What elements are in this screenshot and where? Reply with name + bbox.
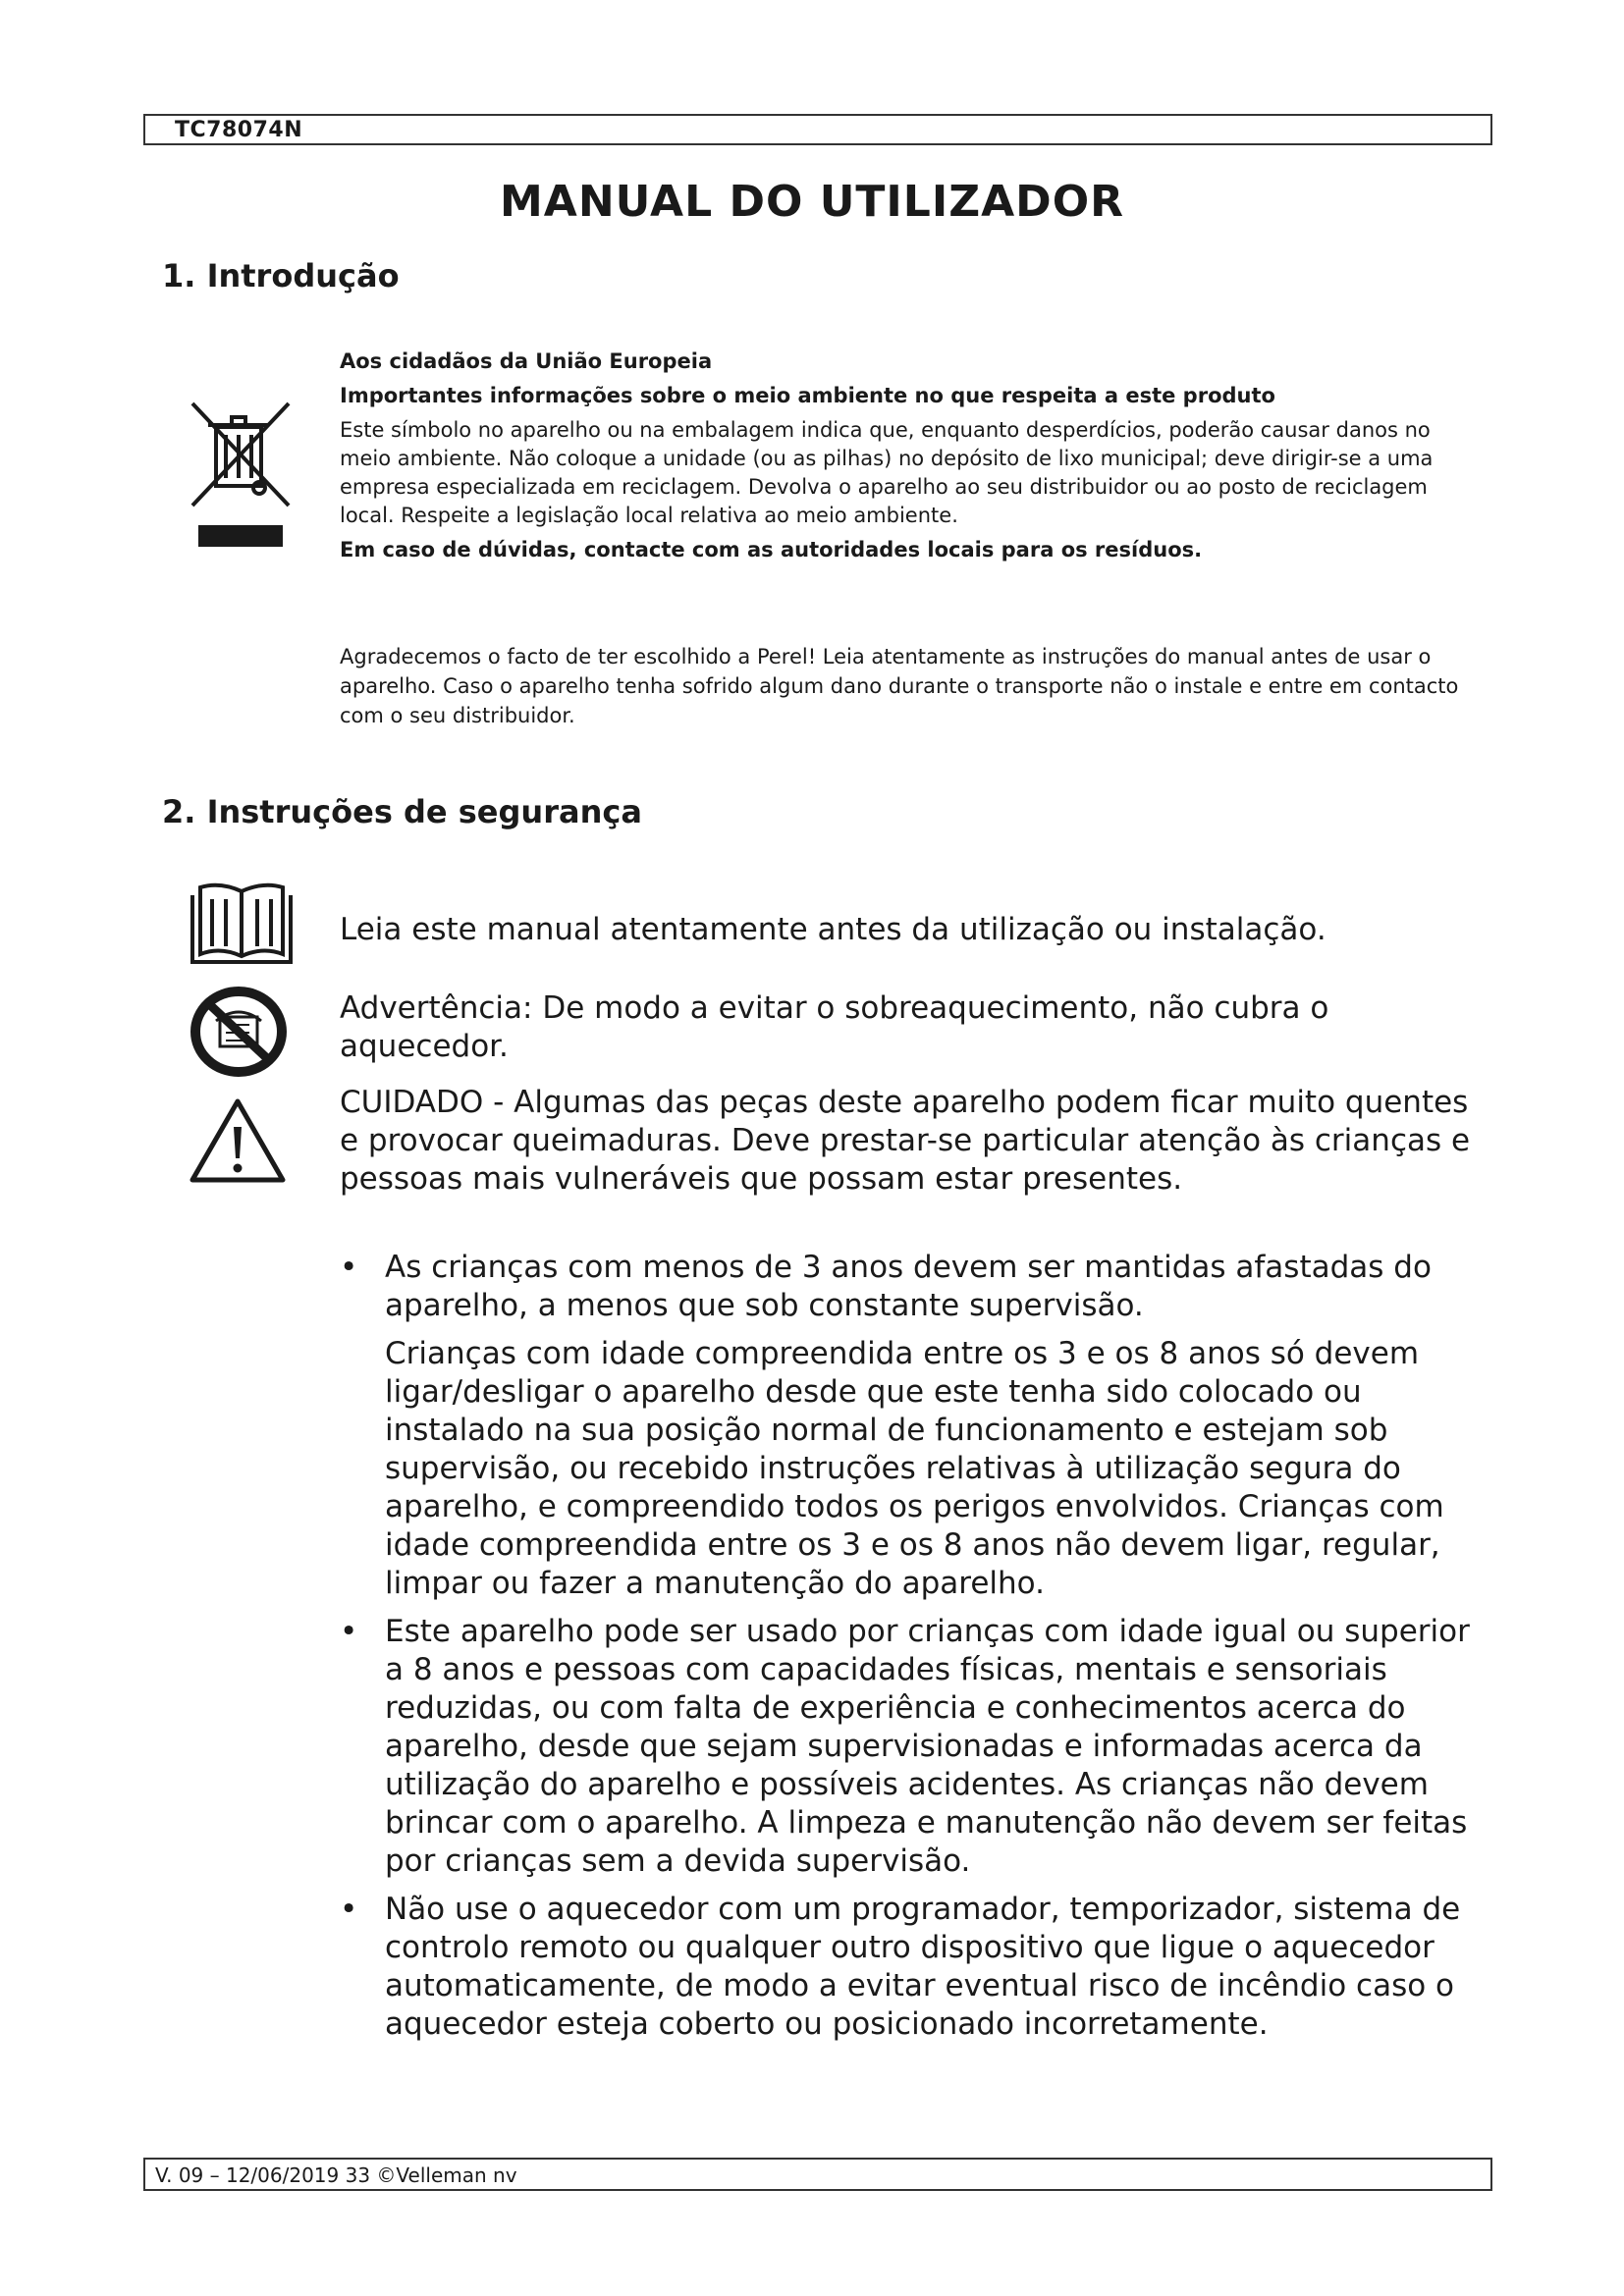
- footer-bar: [143, 2158, 1492, 2191]
- environment-text: Este símbolo no aparelho ou na embalagem indica que, enquanto desperdícios, poderão causar danos no meio ambiente. Não coloque a unidade (ou as pilhas) no depósito de lixo municipal; deve dirigir-se a uma empresa especializada em reciclagem. Devolva o aparelho ao seu distribuidor ou ao posto de reciclagem local. Respeite a legislação local relativa ao meio ambiente.: [340, 418, 1434, 527]
- list-item: [340, 1613, 1479, 1881]
- eu-citizens-heading: Aos cidadãos da União Europeia: [340, 349, 713, 373]
- open-book-icon: [189, 881, 295, 966]
- do-not-cover-text: Advertência: De modo a evitar o sobreaquecimento, não cubra o aquecedor.: [340, 990, 1329, 1064]
- list-item: [340, 1891, 1479, 2044]
- footer-version-text: V. 09 – 12/06/2019 33 ©Velleman nv: [155, 2163, 517, 2187]
- bullet-subparagraph: Crianças com idade compreendida entre os 3 e os 8 anos só devem ligar/desligar o aparelho desde que este tenha sido colocado ou instalado na sua posição normal de funcionamento e estejam sob supervisão, ou recebido instruções relativas à utilização segura do aparelho, e compreendido todos os perigos envolvidos. Crianças com idade compreendida entre os 3 e os 8 anos não devem ligar, regular, limpar ou fazer a manutenção do aparelho.: [385, 1336, 1444, 1601]
- thanks-paragraph: Agradecemos o facto de ter escolhido a Perel! Leia atentamente as instruções do manual antes de usar o aparelho. Caso o aparelho tenha sofrido algum dano durante o transporte não o instale e entre em contacto com o seu distribuidor.: [340, 645, 1459, 727]
- intro-block: [340, 347, 1469, 564]
- bullet-text: As crianças com menos de 3 anos devem ser mantidas afastadas do aparelho, a menos que sob constante supervisão.: [385, 1250, 1432, 1323]
- header-bar: [143, 114, 1492, 145]
- bullet-marker: •: [340, 1892, 358, 1927]
- bullet-text: Este aparelho pode ser usado por crianças com idade igual ou superior a 8 anos e pessoas com capacidades físicas, mentais e sensoriais reduzidas, ou com falta de experiência e conhecimentos acerca do aparelho, desde que sejam supervisionadas e informadas acerca da utilização do aparelho e possíveis acidentes. As crianças não devem brincar com o aparelho. A limpeza e manutenção não devem ser feitas por crianças sem a devida supervisão.: [385, 1614, 1470, 1879]
- section-heading-safety: 2. Instruções de segurança: [162, 793, 642, 830]
- crossed-out-bin-icon: [187, 398, 295, 555]
- doubts-text: Em caso de dúvidas, contacte com as autoridades locais para os resíduos.: [340, 538, 1203, 561]
- read-manual-text: Leia este manual atentamente antes da utilização ou instalação.: [340, 912, 1326, 947]
- caution-text: CUIDADO - Algumas das peças deste aparelho podem ficar muito quentes e provocar queimaduras. Deve prestar-se particular atenção às crianças e pessoas mais vulneráveis que possam estar presentes.: [340, 1085, 1471, 1197]
- environment-heading: Importantes informações sobre o meio ambiente no que respeita a este produto: [340, 384, 1275, 407]
- product-code: TC78074N: [175, 118, 303, 142]
- bullet-marker: •: [340, 1614, 358, 1649]
- bullet-marker: •: [340, 1250, 358, 1285]
- bullet-text: Não use o aquecedor com um programador, temporizador, sistema de controlo remoto ou qualquer outro dispositivo que ligue o aquecedor automaticamente, de modo a evitar eventual risco de incêndio caso o aquecedor esteja coberto ou posicionado incorretamente.: [385, 1892, 1461, 2042]
- safety-bullet-list: [340, 1249, 1479, 2054]
- section-heading-introduction: 1. Introdução: [162, 257, 400, 294]
- warning-triangle-icon: [189, 1097, 287, 1184]
- page-title: MANUAL DO UTILIZADOR: [500, 177, 1124, 227]
- do-not-cover-icon: [189, 986, 289, 1078]
- list-item: [340, 1249, 1479, 1603]
